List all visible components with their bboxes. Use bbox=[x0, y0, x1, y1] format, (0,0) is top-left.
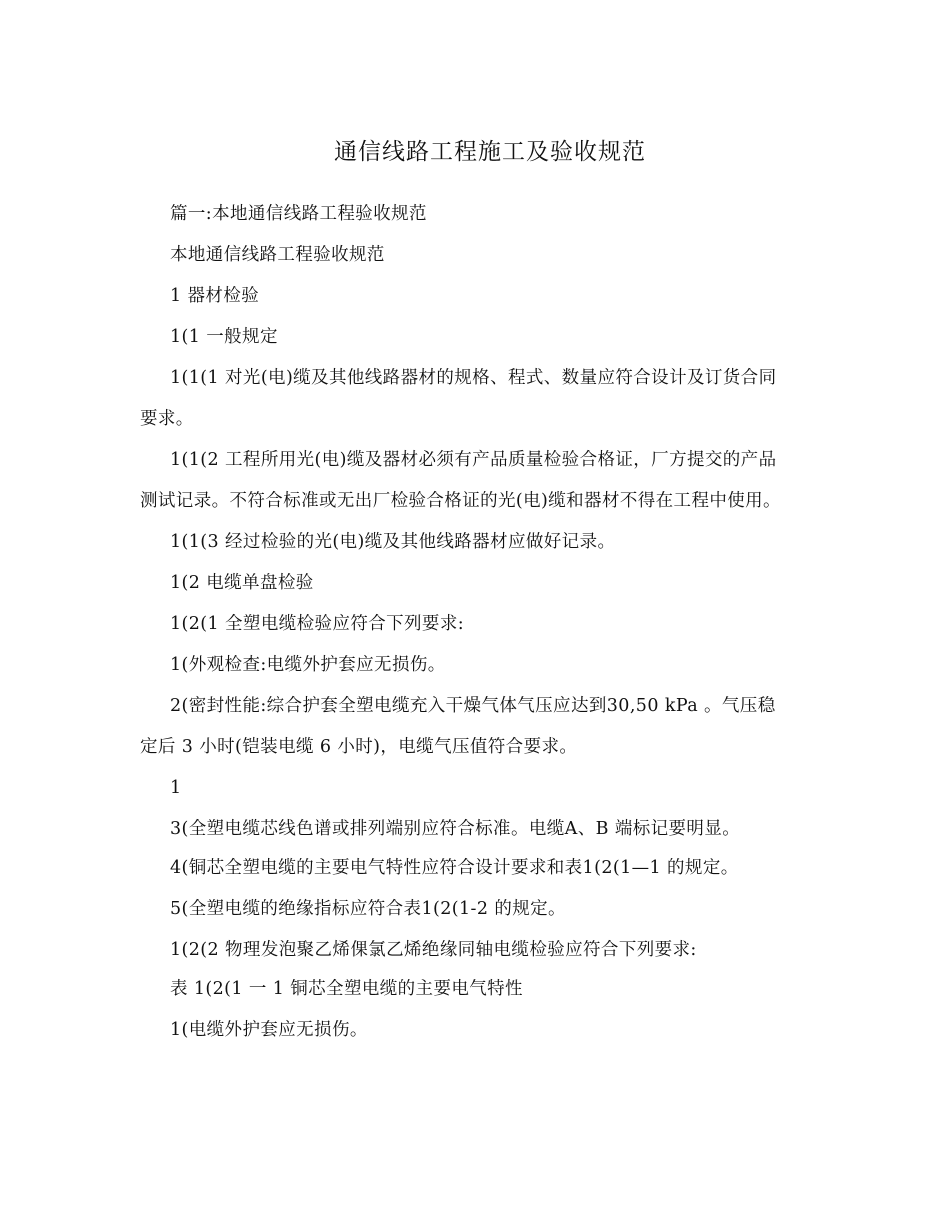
text-line: 1(1(3 经过检验的光(电)缆及其他线路器材应做好记录。 bbox=[170, 532, 616, 552]
text-line: 5(全塑电缆的绝缘指标应符合表1(2(1-2 的规定。 bbox=[170, 899, 566, 919]
table-caption: 表 1(2(1 一 1 铜芯全塑电缆的主要电气特性 bbox=[170, 979, 523, 999]
text-line: 1(外观检查:电缆外护套应无损伤。 bbox=[170, 655, 446, 675]
document-title: 通信线路工程施工及验收规范 bbox=[334, 139, 646, 165]
text-line: 1(电缆外护套应无损伤。 bbox=[170, 1020, 368, 1040]
text-line: 1 器材检验 bbox=[170, 286, 260, 306]
text-line: 1(2(2 物理发泡聚乙烯倮氯乙烯绝缘同轴电缆检验应符合下列要求: bbox=[170, 940, 697, 960]
text-line: 3(全塑电缆芯线色谱或排列端别应符合标准。电缆A、B 端标记要明显。 bbox=[170, 819, 741, 839]
text-line: 测试记录。不符合标准或无出厂检验合格证的光(电)缆和器材不得在工程中使用。 bbox=[140, 491, 781, 511]
text-line: 2(密封性能:综合护套全塑电缆充入干燥气体气压应达到30,50 kPa 。气压稳 bbox=[170, 696, 776, 716]
text-line: 1(2 电缆单盘检验 bbox=[170, 573, 314, 593]
text-line: 4(铜芯全塑电缆的主要电气特性应符合设计要求和表1(2(1—1 的规定。 bbox=[170, 858, 739, 878]
text-line: 1(1 一般规定 bbox=[170, 327, 278, 347]
text-line: 1(1(1 对光(电)缆及其他线路器材的规格、程式、数量应符合设计及订货合同 bbox=[170, 368, 777, 388]
text-line: 要求。 bbox=[140, 409, 194, 429]
page-number: 1 bbox=[170, 778, 182, 798]
text-line: 篇一:本地通信线路工程验收规范 bbox=[170, 204, 427, 224]
text-line: 1(2(1 全塑电缆检验应符合下列要求: bbox=[170, 614, 465, 634]
text-line: 1(1(2 工程所用光(电)缆及器材必须有产品质量检验合格证，厂方提交的产品 bbox=[170, 450, 777, 470]
text-line: 本地通信线路工程验收规范 bbox=[170, 245, 385, 265]
text-line: 定后 3 小时(铠装电缆 6 小时)，电缆气压值符合要求。 bbox=[140, 737, 578, 757]
